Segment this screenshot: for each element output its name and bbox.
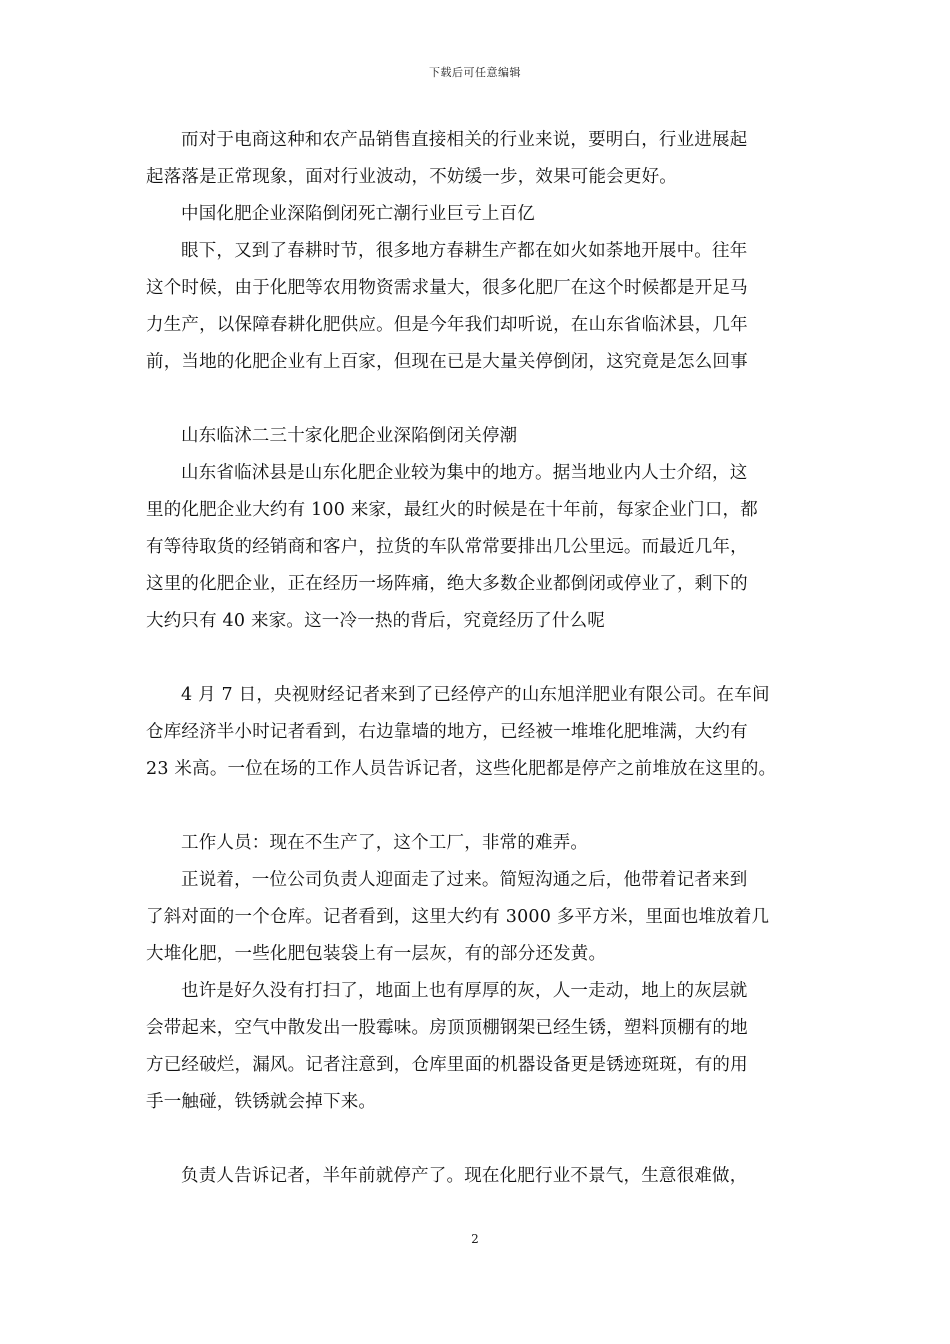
paragraph-line: 大堆化肥，一些化肥包装袋上有一层灰，有的部分还发黄。 [146,944,607,964]
blank-line [146,1121,811,1158]
paragraph-line: 而对于电商这种和农产品销售直接相关的行业来说，要明白，行业进展起 [181,130,748,150]
blank-line [146,640,811,677]
paragraph-line: 手一触碰，铁锈就会掉下来。 [146,1092,377,1112]
blank-line [146,381,811,418]
paragraph-line: 也许是好久没有打扫了，地面上也有厚厚的灰，人一走动，地上的灰层就 [181,981,748,1001]
paragraph-line: 里的化肥企业大约有 100 来家，最红火的时候是在十年前，每家企业门口，都 [146,500,758,520]
paragraph-line: 这个时候，由于化肥等农用物资需求量大，很多化肥厂在这个时候都是开足马 [146,278,748,298]
paragraph-line: 4 月 7 日，央视财经记者来到了已经停产的山东旭洋肥业有限公司。在车间 [181,685,770,705]
paragraph-line: 有等待取货的经销商和客户，拉货的车队常常要排出几公里远。而最近几年， [146,537,748,557]
paragraph-line: 方已经破烂，漏风。记者注意到，仓库里面的机器设备更是锈迹斑斑，有的用 [146,1055,748,1075]
paragraph-line: 正说着，一位公司负责人迎面走了过来。简短沟通之后，他带着记者来到 [181,870,748,890]
paragraph-line: 仓库经济半小时记者看到，右边靠墙的地方，已经被一堆堆化肥堆满，大约有 [146,722,748,742]
section-heading: 山东临沭二三十家化肥企业深陷倒闭关停潮 [181,426,518,446]
paragraph-line: 起落落是正常现象，面对行业波动，不妨缓一步，效果可能会更好。 [146,167,677,187]
document-body [146,122,811,1195]
paragraph-line: 力生产，以保障春耕化肥供应。但是今年我们却听说，在山东省临沭县，几年 [146,315,748,335]
paragraph-line: 前，当地的化肥企业有上百家，但现在已是大量关停倒闭，这究竟是怎么回事 [146,352,748,372]
section-heading: 中国化肥企业深陷倒闭死亡潮行业巨亏上百亿 [181,204,535,224]
page-number: 2 [471,1232,479,1246]
paragraph-line: 会带起来，空气中散发出一股霉味。房顶顶棚钢架已经生锈，塑料顶棚有的地 [146,1018,748,1038]
paragraph-line: 大约只有 40 来家。这一冷一热的背后，究竟经历了什么呢 [146,611,605,631]
paragraph-line: 23 米高。一位在场的工作人员告诉记者，这些化肥都是停产之前堆放在这里的。 [146,759,777,779]
paragraph-line: 山东省临沭县是山东化肥企业较为集中的地方。据当地业内人士介绍，这 [181,463,748,483]
paragraph-line: 了斜对面的一个仓库。记者看到，这里大约有 3000 多平方米，里面也堆放着几 [146,907,770,927]
blank-line [146,788,811,825]
paragraph-line: 眼下，又到了春耕时节，很多地方春耕生产都在如火如荼地开展中。往年 [181,241,748,261]
paragraph-line: 工作人员：现在不生产了，这个工厂，非常的难弄。 [181,833,589,853]
paragraph-line: 这里的化肥企业，正在经历一场阵痛，绝大多数企业都倒闭或停业了，剩下的 [146,574,748,594]
paragraph-line: 负责人告诉记者，半年前就停产了。现在化肥行业不景气，生意很难做， [181,1166,748,1186]
page-header: 下载后可任意编辑 [429,66,521,79]
